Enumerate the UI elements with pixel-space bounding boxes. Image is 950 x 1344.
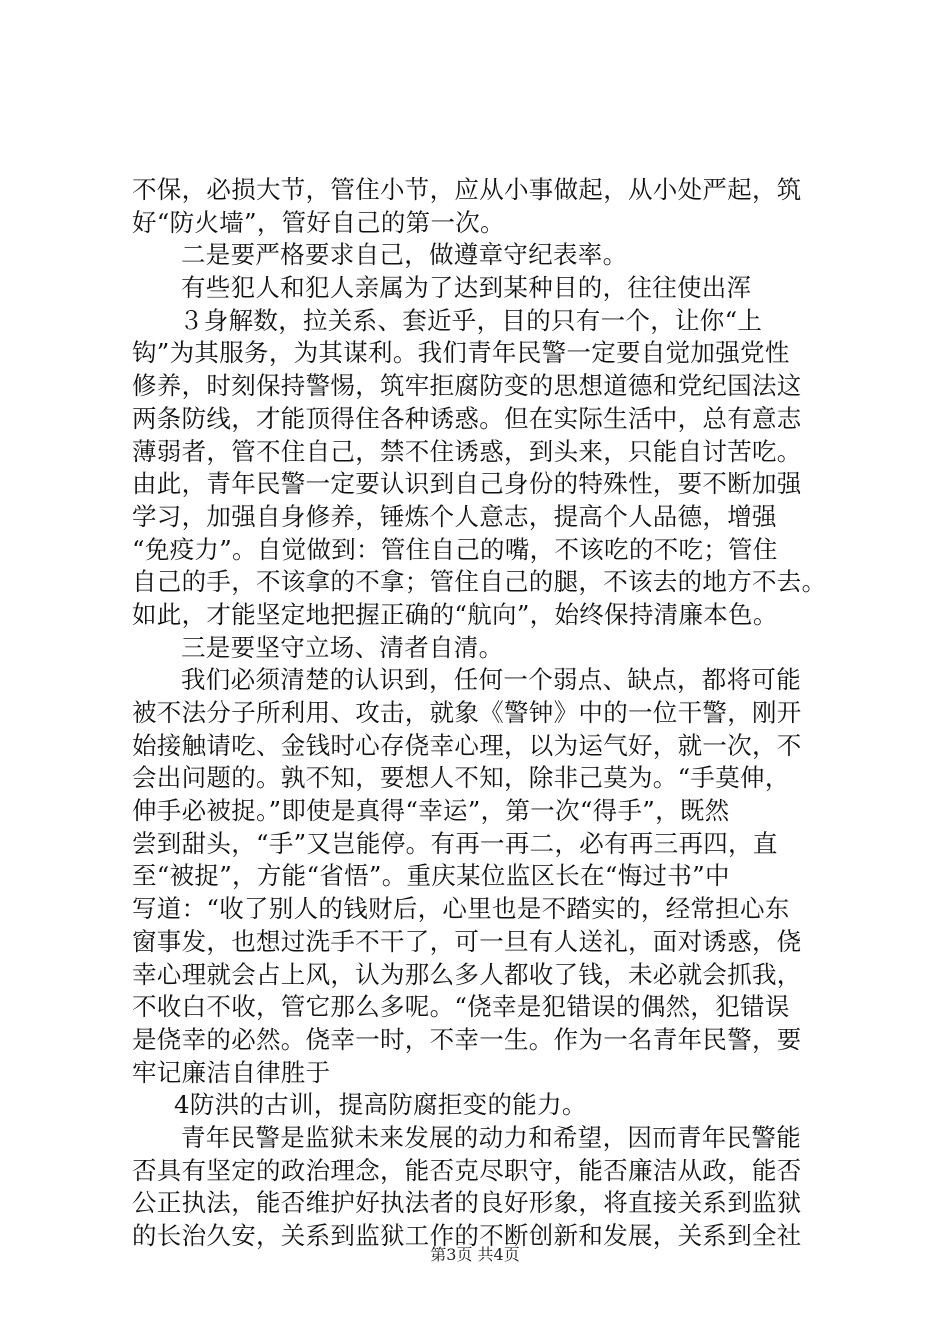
text-line: 是侥幸的必然。侥幸一时，不幸一生。作为一名青年民警，要 <box>132 1024 802 1054</box>
text-line: ３身解数，拉关系、套近乎，目的只有一个，让你“上 <box>179 305 763 335</box>
section-heading: 二是要严格要求自己，做遵章守纪表率。 <box>181 240 628 270</box>
text-line: 尝到甜头，“手”又岂能停。有再一再二，必有再三再四，直 <box>132 828 778 858</box>
text-line: 牢记廉洁自律胜于 <box>132 1057 331 1087</box>
text-line: 钩”为其服务，为其谋利。我们青年民警一定要自觉加强党性 <box>132 338 790 368</box>
text-line: 由此，青年民警一定要认识到自己身份的特殊性，要不断加强 <box>132 469 802 499</box>
text-line: 的长治久安，关系到监狱工作的不断创新和发展，关系到全社 <box>132 1221 802 1250</box>
text-line: 否具有坚定的政治理念，能否克尽职守，能否廉洁从政，能否 <box>132 1155 802 1185</box>
text-line: 至“被捉”，方能“省悟”。重庆某位监区长在“悔过书”中 <box>132 861 730 891</box>
paragraph-start: 青年民警是监狱未来发展的动力和希望，因而青年民警能 <box>181 1122 801 1152</box>
text-line: 好“防火墙”，管好自己的第一次。 <box>132 207 505 237</box>
text-line: 学习，加强自身修养，锤炼个人意志，提高个人品德，增强 <box>132 501 777 531</box>
page-number-footer: 第3页 共4页 <box>430 1245 520 1264</box>
text-line: 不保，必损大节，管住小节，应从小事做起，从小处严起，筑 <box>132 175 802 204</box>
text-line: 自己的手，不该拿的不拿；管住自己的腿，不该去的地方不去。 <box>132 567 827 597</box>
text-line: 幸心理就会占上风，认为那么多人都收了钱，未必就会抓我， <box>132 959 802 989</box>
text-line: 被不法分子所利用、攻击，就象《警钟》中的一位干警，刚开 <box>132 698 802 727</box>
text-line: 两条防线，才能顶得住各种诱惑。但在实际生活中，总有意志 <box>132 403 802 433</box>
text-line: 伸手必被捉。”即使是真得“幸运”，第一次“得手”，既然 <box>132 796 730 826</box>
document-body <box>132 174 840 1253</box>
paragraph-start: 有些犯人和犯人亲属为了达到某种目的，往往使出浑 <box>181 273 752 303</box>
section-heading: 三是要坚守立场、清者自清。 <box>181 632 504 662</box>
text-line: 始接触请吃、金钱时心存侥幸心理，以为运气好，就一次，不 <box>132 730 802 760</box>
text-line: 会出问题的。孰不知，要想人不知，除非己莫为。“手莫伸， <box>132 763 790 793</box>
text-line: 薄弱者，管不住自己，禁不住诱惑，到头来，只能自讨苦吃。 <box>132 436 802 466</box>
text-line: “免疫力”。自觉做到：管住自己的嘴，不该吃的不吃；管住 <box>132 534 778 564</box>
text-line: 窗事发，也想过洗手不干了，可一旦有人送礼，面对诱惑，侥 <box>132 926 802 956</box>
text-line: 写道：“收了别人的钱财后，心里也是不踏实的，经常担心东 <box>132 894 790 924</box>
text-line: 公正执法，能否维护好执法者的良好形象，将直接关系到监狱 <box>132 1188 802 1218</box>
text-line: 不收白不收，管它那么多呢。“侥幸是犯错误的偶然，犯错误 <box>132 992 790 1022</box>
text-line: 如此，才能坚定地把握正确的“航向”，始终保持清廉本色。 <box>132 599 778 629</box>
text-line: 4防洪的古训，提高防腐拒变的能力。 <box>174 1090 587 1120</box>
paragraph-start: 我们必须清楚的认识到，任何一个弱点、缺点，都将可能 <box>181 665 801 695</box>
text-line: 修养，时刻保持警惕，筑牢拒腐防变的思想道德和党纪国法这 <box>132 371 802 401</box>
